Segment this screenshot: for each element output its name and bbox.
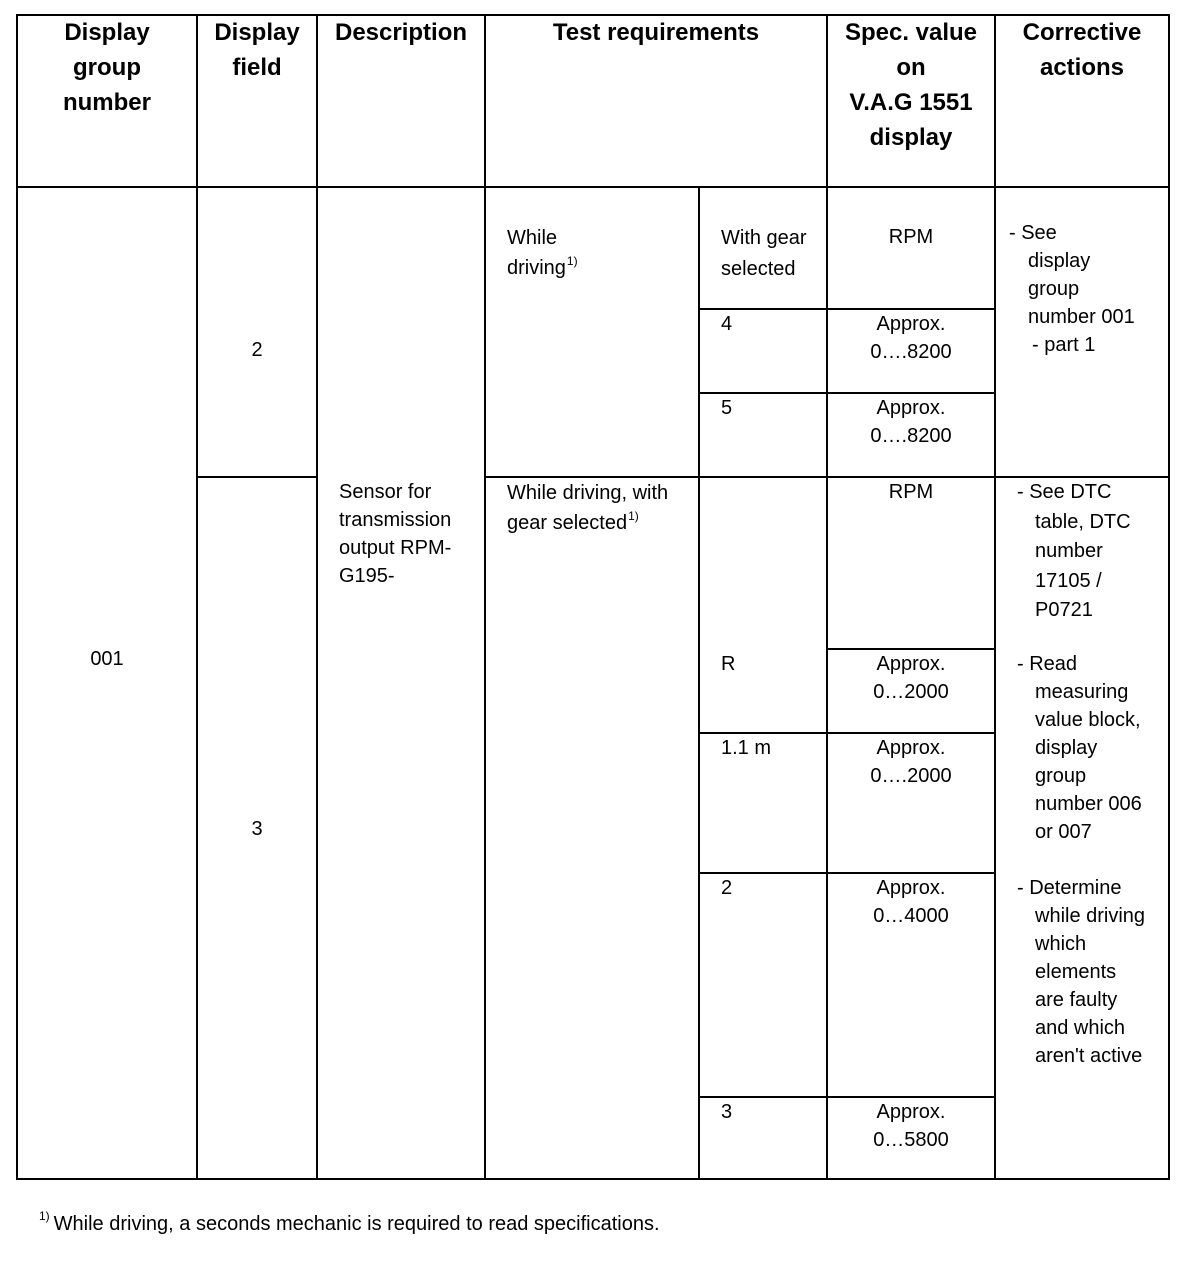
header-line: V.A.G 1551 [849, 89, 973, 116]
section1-actions [1009, 219, 1135, 359]
description-line: transmission [339, 509, 452, 531]
section1-gear-5: 5 [721, 397, 733, 419]
section1-spec-4 [827, 310, 995, 366]
spec-line: Approx. [876, 877, 946, 899]
section2-gear-3: 3 [721, 1101, 733, 1123]
action-line: value block, [1035, 709, 1141, 731]
header-line: number [62, 89, 151, 116]
action-line: number [1035, 540, 1103, 562]
spec-line: Approx. [876, 737, 946, 759]
spec-line: 0…5800 [873, 1129, 949, 1151]
group-number-cell: 001 [90, 648, 124, 670]
action-line: number 001 [1028, 306, 1135, 328]
spec-line: 0….8200 [870, 341, 952, 363]
header-line: actions [1039, 54, 1125, 81]
action-line: - Read [1017, 653, 1078, 675]
action-line: and which [1035, 1017, 1126, 1039]
section1-gear-4: 4 [721, 313, 733, 335]
condition-text: driving [507, 257, 566, 279]
action-line: group [1028, 278, 1080, 300]
display-field-2-cell: 2 [251, 339, 263, 361]
action-line: are faulty [1035, 989, 1118, 1011]
action-line: or 007 [1035, 821, 1092, 843]
spec-line: Approx. [876, 1101, 946, 1123]
action-line: - See [1009, 222, 1057, 244]
header-line: Corrective [1022, 19, 1142, 46]
action-line: P0721 [1035, 599, 1093, 621]
action-line: which [1035, 933, 1087, 955]
footnote-ref: 1) [628, 509, 639, 523]
action-line: group [1035, 765, 1087, 787]
section2-actions-1 [1017, 478, 1131, 626]
section2-condition [507, 478, 668, 538]
header-line: Display [214, 19, 300, 46]
section2-spec-3 [827, 1098, 995, 1154]
action-line: display [1035, 737, 1098, 759]
footnote-ref: 1) [566, 254, 578, 268]
header-line: Spec. value [844, 19, 978, 46]
table-border [17, 15, 1169, 1179]
action-line: number 006 [1035, 793, 1142, 815]
section1-spec-5 [827, 394, 995, 450]
header-display-field [197, 15, 317, 85]
header-line: Display [64, 19, 150, 46]
header-corrective-actions [995, 15, 1169, 85]
header-line: on [896, 54, 926, 81]
header-test-requirements [485, 15, 827, 50]
spec-line: 0….2000 [870, 765, 952, 787]
section1-gear-header [721, 223, 807, 285]
action-line: 17105 / [1035, 569, 1102, 592]
condition-line-with-note [507, 253, 578, 283]
condition-text: gear selected [507, 512, 628, 534]
section2-gear-r: R [721, 653, 736, 675]
spec-line: 0…4000 [873, 905, 949, 927]
header-line: Description [334, 19, 468, 46]
section2-spec-2 [827, 874, 995, 930]
display-field-3-cell: 3 [251, 818, 263, 840]
footnote-text: While driving, a seconds mechanic is required to read specifications. [53, 1213, 660, 1235]
header-line: display [869, 124, 953, 151]
action-line: - Determine [1017, 877, 1122, 899]
action-line: aren't active [1035, 1045, 1143, 1067]
header-description [317, 15, 485, 50]
gear-header-line: With gear [721, 227, 807, 249]
section1-condition [507, 223, 578, 283]
action-line: table, DTC [1035, 510, 1131, 533]
header-line: Test requirements [552, 19, 760, 46]
spec-line: Approx. [876, 397, 946, 419]
footnote [38, 1210, 660, 1238]
section2-unit: RPM [888, 481, 934, 503]
spec-line: 0….8200 [870, 425, 952, 447]
header-line: field [232, 54, 282, 81]
description-line: Sensor for [339, 481, 432, 503]
action-line: while driving [1035, 905, 1146, 927]
action-line: measuring [1035, 681, 1129, 703]
section2-gear-1-1m: 1.1 m [721, 737, 772, 759]
header-spec-value [827, 15, 995, 155]
section2-gear-2: 2 [721, 877, 733, 899]
action-line: display [1028, 250, 1091, 272]
condition-line: While driving, with [507, 482, 669, 504]
condition-line: While [507, 227, 558, 249]
action-line: - See DTC [1017, 481, 1112, 503]
action-line: - part 1 [1032, 334, 1096, 356]
section2-actions-3 [1017, 874, 1145, 1070]
section2-spec-1-1m [827, 734, 995, 790]
header-display-group-number [17, 15, 197, 120]
section2-spec-r [827, 650, 995, 706]
footnote-marker: 1) [39, 1209, 50, 1223]
condition-line-with-note [507, 508, 668, 538]
description-cell [339, 478, 451, 590]
action-line: elements [1035, 961, 1117, 983]
section1-unit: RPM [888, 226, 934, 248]
section2-actions-2 [1017, 650, 1142, 846]
description-line: G195- [339, 565, 395, 587]
spec-line: Approx. [876, 313, 946, 335]
gear-header-line: selected [721, 258, 796, 280]
spec-line: Approx. [876, 653, 946, 675]
header-line: group [73, 54, 141, 81]
spec-line: 0…2000 [873, 681, 949, 703]
description-line: output RPM- [339, 537, 452, 559]
